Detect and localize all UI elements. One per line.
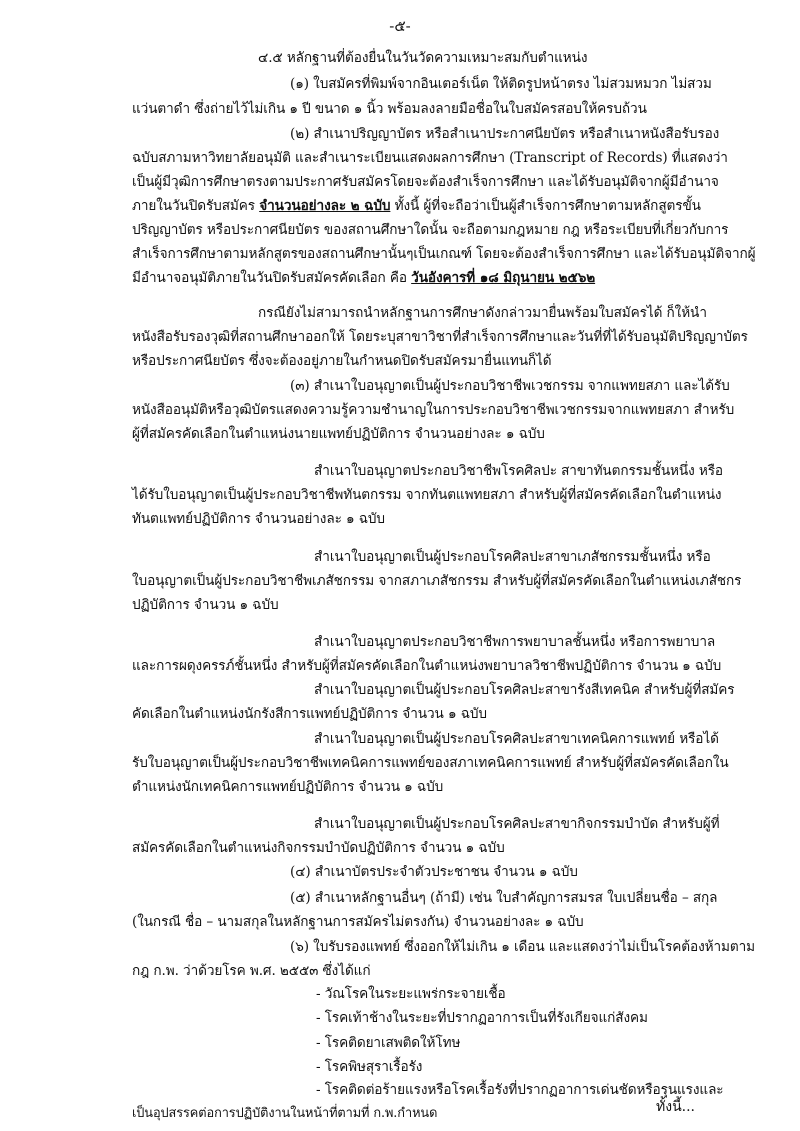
text-line: หนังสืออนุมัติหรือวุฒิบัตรแสดงความรู้ความชำนาญในการประกอบวิชาชีพเวชกรรมจากแพทยสภา สำหรับ bbox=[132, 402, 735, 418]
text-line: ตำแหน่งนักเทคนิคการแพทย์ปฏิบัติการ จำนวน ๑ ฉบับ bbox=[132, 779, 444, 795]
text-line: (๔) สำเนาบัตรประจำตัวประชาชน จำนวน ๑ ฉบับ bbox=[290, 864, 578, 880]
text-line: สำเนาใบอนุญาตประกอบวิชาชีพโรคศิลปะ สาขาทันตกรรมชั้นหนึ่ง หรือ bbox=[314, 463, 723, 479]
text-line: คัดเลือกในตำแหน่งนักรังสีการแพทย์ปฏิบัติการ จำนวน ๑ ฉบับ bbox=[132, 706, 487, 722]
text-line: (๓) สำเนาใบอนุญาตเป็นผู้ประกอบวิชาชีพเวชกรรม จากแพทยสภา และได้รับ bbox=[290, 378, 730, 394]
text-line: ใบอนุญาตเป็นผู้ประกอบวิชาชีพเภสัชกรรม จากสภาเภสัชกรรม สำหรับผู้ที่สมัครคัดเลือกในตำแหน่งเภสัชกร bbox=[132, 573, 742, 589]
text-line: สำเนาใบอนุญาตเป็นผู้ประกอบโรคศิลปะสาขาเภสัชกรรมชั้นหนึ่ง หรือ bbox=[314, 549, 711, 565]
text-line: (๖) ใบรับรองแพทย์ ซึ่งออกให้ไม่เกิน ๑ เดือน และแสดงว่าไม่เป็นโรคต้องห้ามตาม bbox=[290, 939, 755, 955]
text-line: สมัครคัดเลือกในตำแหน่งกิจกรรมบำบัดปฏิบัติการ จำนวน ๑ ฉบับ bbox=[132, 840, 505, 856]
text-line: (๑) ใบสมัครที่พิมพ์จากอินเตอร์เน็ต ให้ติดรูปหน้าตรง ไม่สวมหมวก ไม่สวม bbox=[290, 76, 712, 92]
text-line: สำเนาใบอนุญาตเป็นผู้ประกอบโรคศิลปะสาขาเทคนิคการแพทย์ หรือได้ bbox=[314, 731, 719, 747]
text-segment: มีอำนาจอนุมัติภายในวันปิดรับสมัครคัดเลือก คือ bbox=[132, 270, 412, 286]
disease-item: - โรคติดยาเสพติดให้โทษ bbox=[316, 1035, 461, 1051]
disease-item: - โรคติดต่อร้ายแรงหรือโรคเรื้อรังที่ปรากฏอาการเด่นชัดหรือรุนแรงและ bbox=[316, 1082, 724, 1098]
text-line: (๕) สำเนาหลักฐานอื่นๆ (ถ้ามี) เช่น ใบสำคัญการสมรส ใบเปลี่ยนชื่อ – สกุล bbox=[290, 890, 718, 906]
text-line: (ในกรณี ชื่อ – นามสกุลในหลักฐานการสมัครไม่ตรงกัน) จำนวนอย่างละ ๑ ฉบับ bbox=[132, 914, 584, 930]
text-line: สำเนาใบอนุญาตเป็นผู้ประกอบโรคศิลปะสาขากิจกรรมบำบัด สำหรับผู้ที่ bbox=[314, 816, 720, 832]
text-line: สำเนาใบอนุญาตประกอบวิชาชีพการพยาบาลชั้นหนึ่ง หรือการพยาบาล bbox=[314, 634, 716, 650]
text-line: และการผดุงครรภ์ชั้นหนึ่ง สำหรับผู้ที่สมัครคัดเลือกในตำแหน่งพยาบาลวิชาชีพปฏิบัติการ จำนวน ๑ ฉบับ bbox=[132, 658, 722, 674]
text-segment: ทั้งนี้ ผู้ที่จะถือว่าเป็นผู้สำเร็จการศึกษาตามหลักสูตรขั้น bbox=[390, 198, 701, 214]
text-line: กฎ ก.พ. ว่าด้วยโรค พ.ศ. ๒๕๕๓ ซึ่งได้แก่ bbox=[132, 963, 371, 979]
text-line-mixed bbox=[132, 268, 595, 288]
text-line-mixed bbox=[132, 196, 701, 216]
text-segment: ภายในวันปิดรับสมัคร bbox=[132, 198, 260, 214]
text-line: กรณียังไม่สามารถนำหลักฐานการศึกษาดังกล่าวมายื่นพร้อมใบสมัครได้ ก็ให้นำ bbox=[258, 305, 707, 321]
text-line: หนังสือรับรองวุฒิที่สถานศึกษาออกให้ โดยระบุสาขาวิชาที่สำเร็จการศึกษาและวันที่ที่ได้รับอนุมัติปริญญาบัตร bbox=[132, 329, 748, 345]
disease-item: - โรคเท้าช้างในระยะที่ปรากฏอาการเป็นที่รังเกียจแก่สังคม bbox=[316, 1010, 648, 1026]
text-line: เป็นอุปสรรคต่อการปฏิบัติงานในหน้าที่ตามที่ ก.พ.กำหนด bbox=[132, 1106, 438, 1121]
text-line: ทันตแพทย์ปฏิบัติการ จำนวนอย่างละ ๑ ฉบับ bbox=[132, 511, 385, 527]
disease-item: - วัณโรคในระยะแพร่กระจายเชื้อ bbox=[316, 986, 506, 1002]
underlined-deadline: วันอังคารที่ ๑๘ มิถุนายน ๒๕๖๒ bbox=[411, 270, 596, 286]
text-line: (๒) สำเนาปริญญาบัตร หรือสำเนาประกาศนียบัตร หรือสำเนาหนังสือรับรอง bbox=[290, 126, 720, 142]
text-line: รับใบอนุญาตเป็นผู้ประกอบวิชาชีพเทคนิคการแพทย์ของสภาเทคนิคการแพทย์ สำหรับผู้ที่สมัครคัดเลือกใน bbox=[132, 755, 729, 771]
section-heading: ๔.๕ หลักฐานที่ต้องยื่นในวันวัดความเหมาะสมกับตำแหน่ง bbox=[258, 50, 588, 66]
continuation-marker: ทั้งนี้... bbox=[656, 1099, 695, 1115]
disease-item: - โรคพิษสุราเรื้อรัง bbox=[316, 1059, 423, 1075]
text-line: ผู้ที่สมัครคัดเลือกในตำแหน่งนายแพทย์ปฏิบัติการ จำนวนอย่างละ ๑ ฉบับ bbox=[132, 426, 545, 442]
text-line: ได้รับใบอนุญาตเป็นผู้ประกอบวิชาชีพทันตกรรม จากทันตแพทยสภา สำหรับผู้ที่สมัครคัดเลือกในตำแหน่ง bbox=[132, 487, 722, 503]
underlined-copies: จำนวนอย่างละ ๒ ฉบับ bbox=[259, 198, 391, 214]
text-line: ปฏิบัติการ จำนวน ๑ ฉบับ bbox=[132, 597, 279, 613]
text-line: สำเนาใบอนุญาตเป็นผู้ประกอบโรคศิลปะสาขารังสีเทคนิค สำหรับผู้ที่สมัคร bbox=[314, 682, 735, 698]
text-line: สำเร็จการศึกษาตามหลักสูตรของสถานศึกษานั้นๆเป็นเกณฑ์ โดยจะต้องสำเร็จการศึกษา และได้รับอนุมัติจากผู้ bbox=[132, 246, 756, 262]
page-number: -๕- bbox=[389, 17, 411, 35]
text-line: เป็นผู้มีวุฒิการศึกษาตรงตามประกาศรับสมัครโดยจะต้องสำเร็จการศึกษา และได้รับอนุมัติจากผู้มีอำนาจ bbox=[132, 174, 719, 190]
text-line: ฉบับสภามหาวิทยาลัยอนุมัติ และสำเนาระเบียนแสดงผลการศึกษา (Transcript of Records) ที่แสดงว่า bbox=[132, 150, 728, 166]
text-line: หรือประกาศนียบัตร ซึ่งจะต้องอยู่ภายในกำหนดปิดรับสมัครมายื่นแทนก็ได้ bbox=[132, 353, 552, 369]
text-line: ปริญญาบัตร หรือประกาศนียบัตร ของสถานศึกษาใดนั้น จะถือตามกฎหมาย กฎ หรือระเบียบที่เกี่ยวกับการ bbox=[132, 222, 729, 238]
text-line: แว่นตาดำ ซึ่งถ่ายไว้ไม่เกิน ๑ ปี ขนาด ๑ นิ้ว พร้อมลงลายมือชื่อในใบสมัครสอบให้ครบถ้วน bbox=[132, 101, 647, 117]
